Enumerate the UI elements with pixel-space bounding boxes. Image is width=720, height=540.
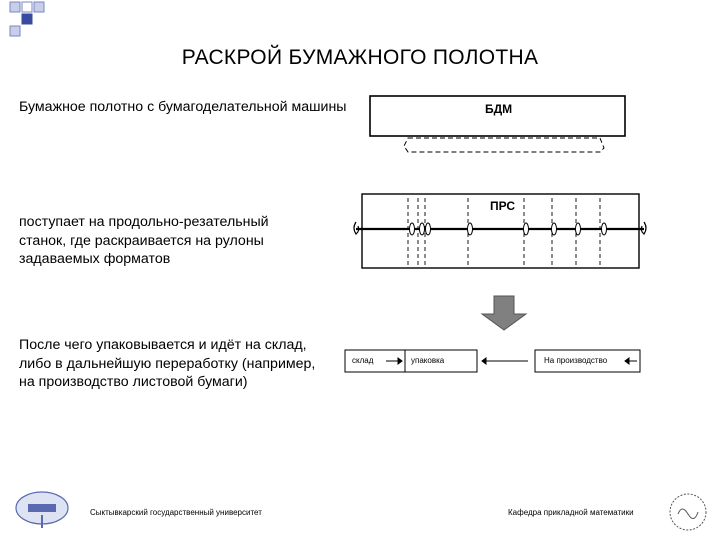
paper-web	[404, 138, 604, 152]
packing-paragraph: После чего упаковывается и идёт на склад, либо в дальнейшую переработку (например, на производство листовой бумаги)	[19, 337, 316, 390]
upakovka-label: упаковка	[411, 356, 445, 365]
proizvodstvo-label: На производство	[544, 356, 608, 365]
bdm-label: БДМ	[485, 102, 513, 116]
down-arrow-icon	[482, 296, 526, 330]
prs-label: ПРС	[490, 199, 515, 213]
footer-department: Кафедра прикладной математики	[508, 508, 634, 517]
cutting-paragraph: поступает на продольно-резательный станок, где раскраивается на рулоны задаваемых форматов	[19, 214, 269, 267]
university-logo-icon	[16, 492, 68, 528]
department-seal-icon	[670, 494, 706, 530]
page-title: РАСКРОЙ БУМАЖНОГО ПОЛОТНА	[181, 46, 539, 69]
intro-paragraph: Бумажное полотно с бумагоделательной машины	[19, 99, 347, 115]
sklad-label: склад	[352, 356, 374, 365]
footer-university: Сыктывкарский государственный университет	[90, 508, 262, 517]
